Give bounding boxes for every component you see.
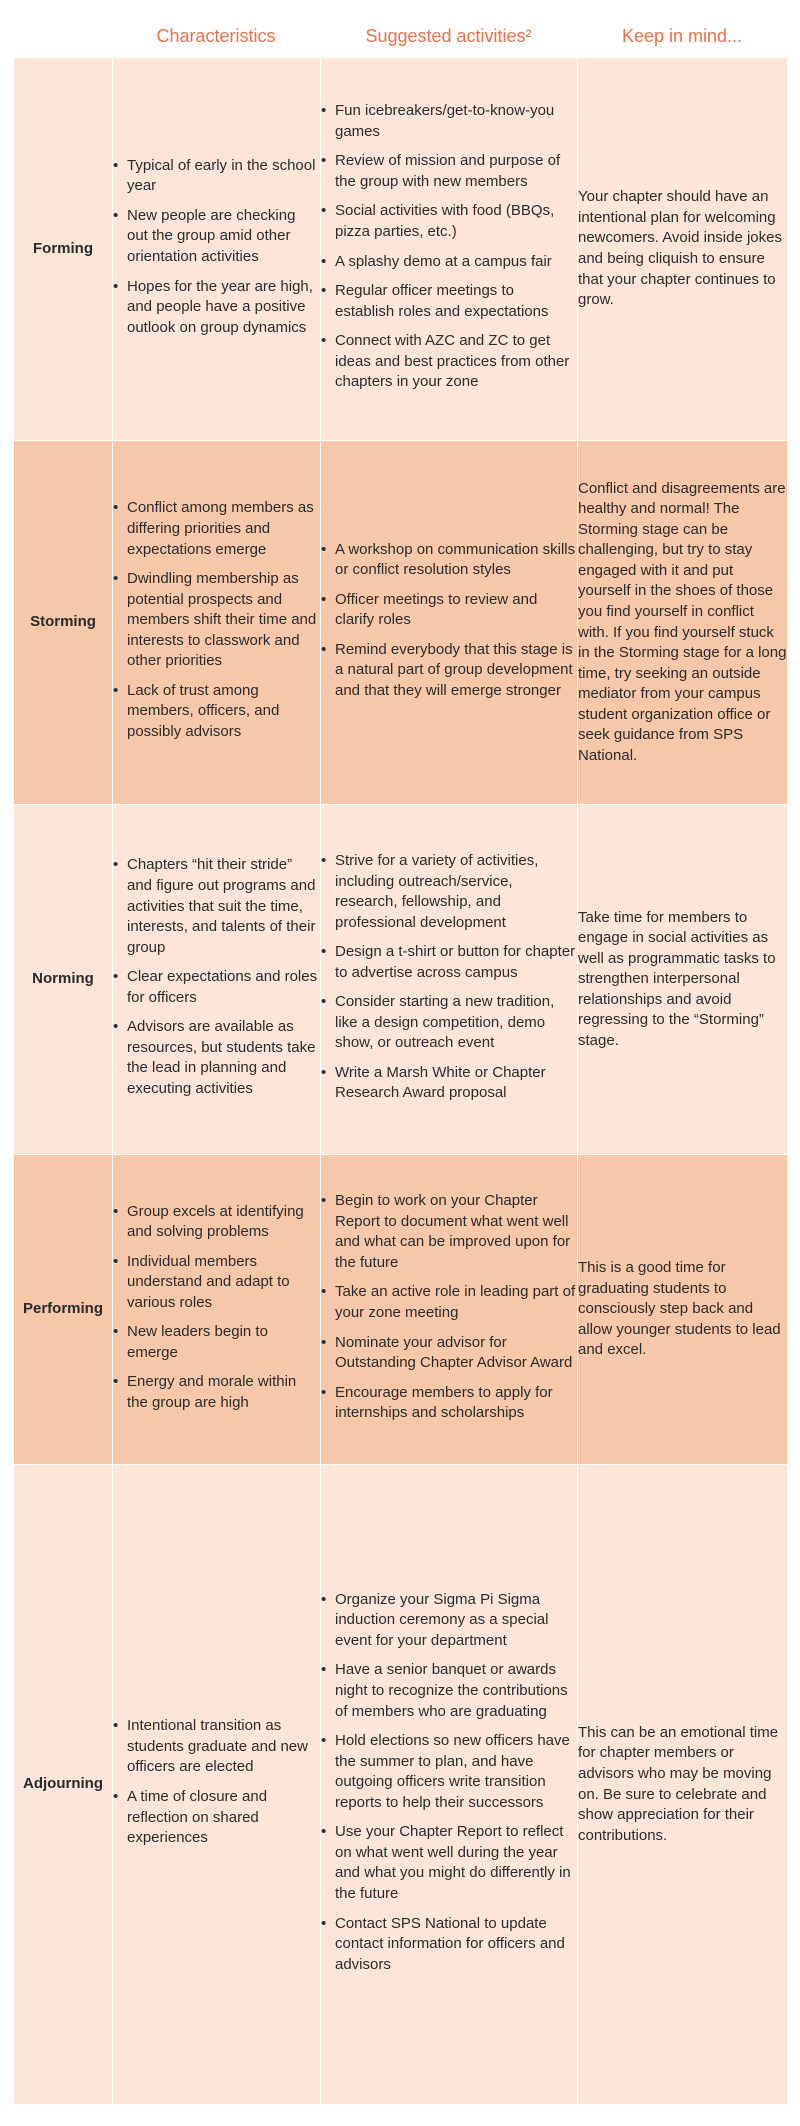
list-item: • New leaders begin to emerge (113, 1322, 320, 1363)
list-item: • Connect with AZC and ZC to get ideas and best practices from other chapters in your zone (321, 331, 577, 393)
list-item: • Design a t-shirt or button for chapter to advertise across campus (321, 942, 577, 983)
keep-in-mind-cell: Your chapter should have an intentional plan for welcoming newcomers. Avoid inside jokes and being cliquish to ensure that your chapter continues to grow. (578, 58, 788, 441)
stage-name: Performing (14, 1155, 113, 1465)
list-item: • Take an active role in leading part of your zone meeting (321, 1282, 577, 1323)
characteristics-cell (113, 1465, 321, 2105)
stage-row-norming (14, 805, 788, 1155)
list-item: • A workshop on communication skills or conflict resolution styles (321, 540, 577, 581)
stage-row-forming (14, 58, 788, 441)
keep-in-mind-cell: Conflict and disagreements are healthy and normal! The Storming stage can be challenging, but try to stay engaged with it and put yourself in the shoes of those you find yourself in conflict with. If you find yourself stuck in the Storming stage for a long time, try seeking an outside mediator from your campus student organization office or seek guidance from SPS National. (578, 441, 788, 805)
stage-name: Forming (14, 58, 113, 441)
activities-cell (321, 1465, 578, 2105)
characteristics-cell (113, 1155, 321, 1465)
keep-in-mind-cell: This is a good time for graduating students to consciously step back and allow younger students to lead and excel. (578, 1155, 788, 1465)
keep-in-mind-cell: Take time for members to engage in social activities as well as programmatic tasks to strengthen interpersonal relationships and avoid regressing to the “Storming” stage. (578, 805, 788, 1155)
characteristics-cell (113, 805, 321, 1155)
list-item: • Individual members understand and adapt to various roles (113, 1252, 320, 1314)
stage-row-storming (14, 441, 788, 805)
list-item: • Dwindling membership as potential prospects and members shift their time and interests to classwork and other priorities (113, 569, 320, 672)
stage-row-adjourning (14, 1465, 788, 2105)
list-item: • Encourage members to apply for internships and scholarships (321, 1383, 577, 1424)
column-headers (0, 0, 800, 58)
activities-cell (321, 805, 578, 1155)
list-item: • New people are checking out the group amid other orientation activities (113, 206, 320, 268)
list-item: • Use your Chapter Report to reflect on what went well during the year and what you might do differently in the future (321, 1822, 577, 1904)
list-item: • Social activities with food (BBQs, pizza parties, etc.) (321, 201, 577, 242)
list-item: • Fun icebreakers/get-to-know-you games (321, 101, 577, 142)
stage-name: Adjourning (14, 1465, 113, 2105)
stage-name: Storming (14, 441, 113, 805)
list-item: • Group excels at identifying and solving problems (113, 1202, 320, 1243)
header-suggested-activities: Suggested activities² (365, 26, 532, 46)
list-item: • Advisors are available as resources, but students take the lead in planning and executing activities (113, 1017, 320, 1099)
list-item: • Nominate your advisor for Outstanding Chapter Advisor Award (321, 1333, 577, 1374)
list-item: • Begin to work on your Chapter Report to document what went well and what can be improved upon for the future (321, 1191, 577, 1273)
list-item: • Clear expectations and roles for officers (113, 967, 320, 1008)
stage-name: Norming (14, 805, 113, 1155)
list-item: • A time of closure and reflection on shared experiences (113, 1787, 320, 1849)
characteristics-cell (113, 58, 321, 441)
list-item: • Write a Marsh White or Chapter Research Award proposal (321, 1063, 577, 1104)
list-item: • Energy and morale within the group are high (113, 1372, 320, 1413)
list-item: • Have a senior banquet or awards night to recognize the contributions of members who are graduating (321, 1660, 577, 1722)
list-item: • Intentional transition as students graduate and new officers are elected (113, 1716, 320, 1778)
header-keep-in-mind: Keep in mind... (621, 26, 743, 46)
stage-row-performing (14, 1155, 788, 1465)
activities-cell (321, 1155, 578, 1465)
list-item: • Contact SPS National to update contact information for officers and advisors (321, 1914, 577, 1976)
list-item: • A splashy demo at a campus fair (321, 252, 577, 273)
list-item: • Hold elections so new officers have the summer to plan, and have outgoing officers write transition reports to help their successors (321, 1731, 577, 1813)
list-item: • Consider starting a new tradition, like a design competition, demo show, or outreach event (321, 992, 577, 1054)
list-item: • Strive for a variety of activities, including outreach/service, research, fellowship, and professional development (321, 851, 577, 933)
list-item: • Remind everybody that this stage is a natural part of group development and that they will emerge stronger (321, 640, 577, 702)
header-characteristics: Characteristics (156, 26, 276, 46)
list-item: • Regular officer meetings to establish roles and expectations (321, 281, 577, 322)
list-item: • Review of mission and purpose of the group with new members (321, 151, 577, 192)
list-item: • Chapters “hit their stride” and figure out programs and activities that suit the time, interests, and talents of their group (113, 855, 320, 958)
list-item: • Conflict among members as differing priorities and expectations emerge (113, 498, 320, 560)
characteristics-cell (113, 441, 321, 805)
list-item: • Hopes for the year are high, and people have a positive outlook on group dynamics (113, 277, 320, 339)
list-item: • Lack of trust among members, officers, and possibly advisors (113, 681, 320, 743)
group-stages-table (13, 57, 788, 2105)
activities-cell (321, 58, 578, 441)
list-item: • Typical of early in the school year (113, 156, 320, 197)
keep-in-mind-cell: This can be an emotional time for chapter members or advisors who may be moving on. Be sure to celebrate and show appreciation for their contributions. (578, 1465, 788, 2105)
list-item: • Organize your Sigma Pi Sigma induction ceremony as a special event for your department (321, 1590, 577, 1652)
activities-cell (321, 441, 578, 805)
list-item: • Officer meetings to review and clarify roles (321, 590, 577, 631)
